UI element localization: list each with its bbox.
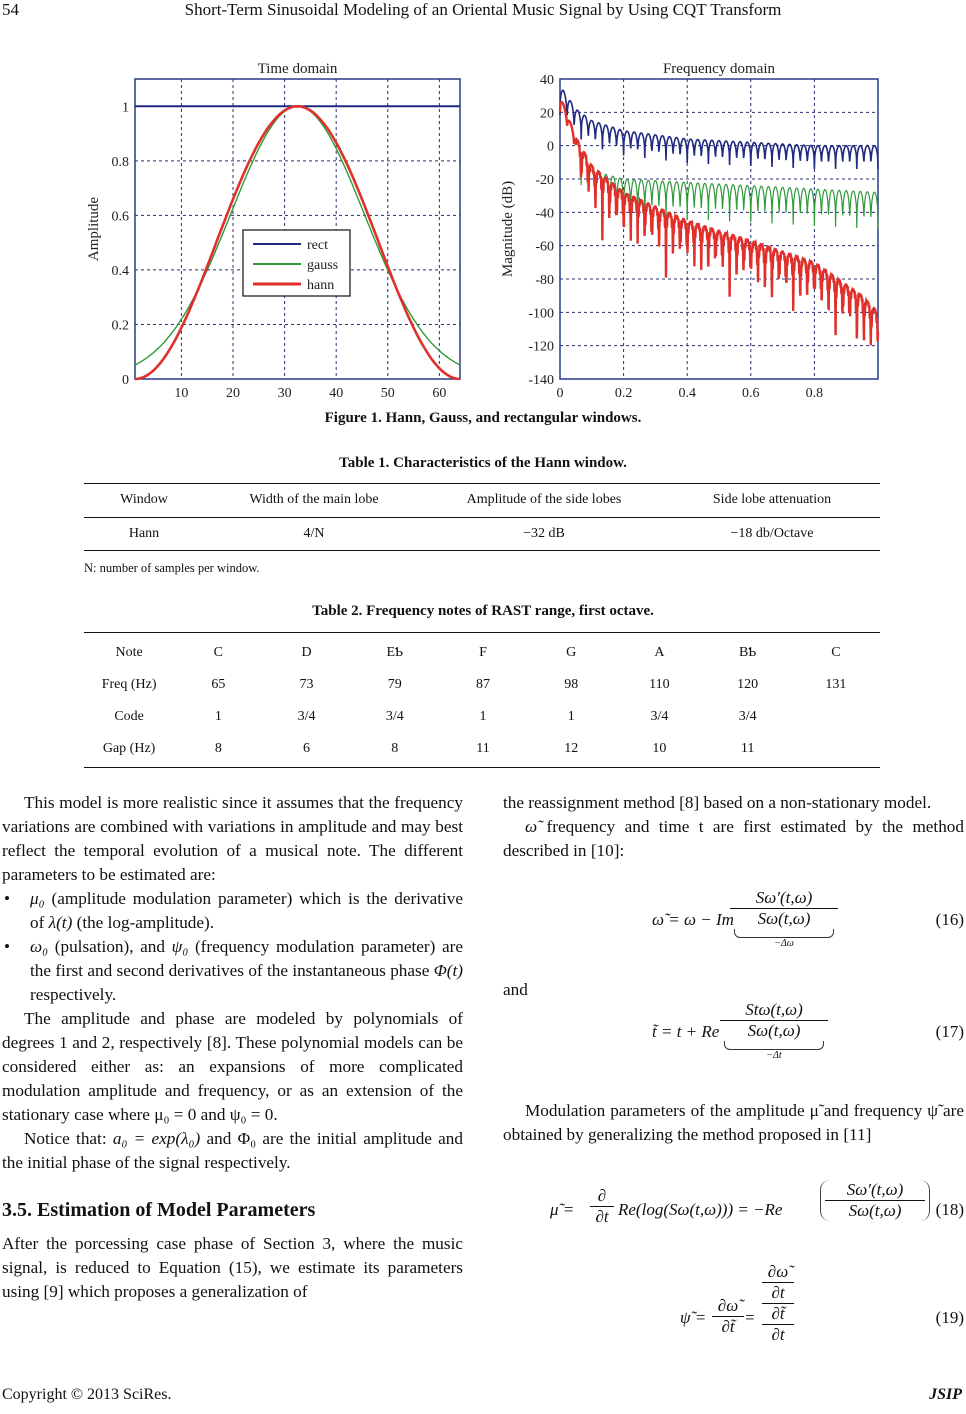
paragraph: the reassignment method [8] based on a non-stationary model. [503, 793, 932, 812]
running-header [0, 0, 966, 24]
equation-lhs: ψ̃ = [680, 1308, 707, 1327]
y-tick-label: 0.8 [111, 154, 129, 170]
table-row [84, 701, 880, 733]
y-tick-label: -140 [528, 373, 554, 388]
y-axis-label: Amplitude [86, 196, 102, 262]
table1-cell: −32 dB [523, 525, 565, 541]
y-tick-label: -60 [535, 239, 554, 255]
paragraph [503, 815, 964, 863]
table2-cell: 73 [299, 677, 314, 692]
paragraph: Modulation parameters of the amplitude μ̃ and frequency ψ̃ are obtained by generalizing the method proposed in [11] [503, 1101, 964, 1144]
y-tick-label: -40 [535, 206, 554, 222]
underbrace-icon [734, 929, 834, 938]
figure-caption: Figure 1. Hann, Gauss, and rectangular windows. [324, 410, 642, 426]
table2-cell: 1 [214, 709, 222, 724]
table2-cell: 8 [214, 741, 222, 756]
fraction-numerator: Sω′(t,ω) [825, 1180, 925, 1201]
math-symbol: ψ₀ [171, 937, 189, 956]
table2-cell: 8 [391, 741, 399, 756]
frequency-domain-chart [490, 52, 890, 402]
journal-name: JSIP [929, 1386, 962, 1403]
x-tick-label: 0.4 [678, 386, 696, 401]
fraction-denominator: ∂t [595, 1207, 609, 1226]
bullet-text: respectively. [30, 985, 117, 1004]
table1-header: Amplitude of the side lobes [466, 492, 622, 508]
table2-cell: 65 [211, 677, 226, 692]
fraction-numerator: ∂ω̃ [712, 1296, 744, 1317]
chart-title: Time domain [257, 61, 338, 77]
equation-number: (18) [935, 1200, 964, 1219]
math-inline: a₀ = exp(λ₀) [112, 1129, 201, 1148]
fraction-denominator: Sω(t,ω) [848, 1201, 902, 1220]
legend-label: hann [307, 278, 335, 293]
y-axis-label: Magnitude (dB) [500, 180, 516, 278]
y-tick-label: 0.2 [111, 318, 129, 334]
bullet-item [2, 887, 463, 935]
table2-cell: 1 [479, 709, 487, 724]
table2-cell: BƄ [738, 645, 757, 660]
bullet-text: (amplitude modulation parameter) which is the derivative of [30, 889, 463, 932]
equation-fraction [712, 1296, 744, 1337]
equation-fraction [820, 1180, 930, 1221]
fraction-numerator: ∂ω̃ [762, 1262, 794, 1283]
table2-caption: Table 2. Frequency notes of RAST range, first octave. [312, 603, 654, 619]
section-heading: 3.5. Estimation of Model Parameters [2, 1199, 316, 1221]
series-line-hann [560, 102, 878, 345]
series-line-rect [560, 90, 878, 169]
paragraph: The amplitude and phase are modeled by polynomials of degrees 1 and 2, respectively [8]. These polynomial models can be considered either as: an expansions of more complicated modulation amplitude and frequency, or as an extension of the stationary case where μ₀ = 0 and ψ₀ = 0. [2, 1009, 463, 1124]
page-number: 54 [2, 0, 19, 19]
y-tick-label: -100 [528, 306, 554, 322]
left-column [2, 791, 463, 1304]
table2-cell: G [566, 645, 577, 660]
x-tick-label: 0.8 [805, 386, 824, 401]
fraction-denominator: Sω(t,ω) [757, 909, 811, 928]
fraction-denominator: ∂t [762, 1283, 794, 1304]
y-tick-label: 0.4 [111, 263, 129, 279]
table1-header: Window [120, 492, 168, 508]
table2-cell: 3/4 [297, 709, 316, 724]
x-tick-label: 20 [226, 386, 241, 401]
time-domain-plot [80, 52, 480, 402]
plot-area-border [560, 79, 878, 379]
table2-cell: 120 [737, 677, 759, 692]
y-tick-label: -20 [535, 173, 554, 188]
fraction-denominator: ∂t̃ [721, 1317, 735, 1336]
table2-row-label: Note [115, 645, 143, 660]
equation-fraction [720, 1000, 828, 1061]
table2-row-label: Code [114, 709, 144, 724]
underbrace-icon [724, 1041, 824, 1050]
paragraph [2, 1127, 463, 1175]
table1-cell: Hann [128, 525, 160, 541]
table2-header-row [84, 637, 880, 669]
frequency-domain-plot [490, 52, 890, 402]
table2-cell: 131 [825, 677, 847, 692]
y-tick-label: -80 [535, 273, 554, 288]
equation-lhs: μ̃ = [550, 1200, 575, 1219]
table2-row-label: Freq (Hz) [101, 677, 157, 692]
y-tick-label: -120 [528, 339, 554, 355]
paragraph-text: and Φ₀ are the initial amplitude and the initial phase of the signal respectively. [2, 1129, 463, 1172]
fraction-denominator: ∂t [771, 1325, 785, 1344]
bullet-icon: • [4, 889, 11, 908]
table2-cell: 11 [740, 741, 755, 756]
math-symbol: ω₀ [30, 937, 49, 956]
x-tick-label: 60 [432, 386, 447, 401]
table2-cell: 6 [303, 741, 311, 756]
table2-cell: 3/4 [738, 709, 757, 724]
plot-area-border [135, 79, 460, 379]
equation-lhs: ω̃ = ω − Im [652, 910, 734, 929]
table2-cell: 10 [652, 741, 667, 756]
connector-text: and [503, 980, 528, 999]
paragraph: After the porcessing case phase of Section 3, where the music signal, is reduced to Equation (15), we estimate its parameters using [9] which proposes a generalization of [2, 1234, 463, 1301]
fraction-numerator: Stω(t,ω) [720, 1000, 828, 1021]
x-tick-label: 0.6 [742, 386, 760, 401]
equation-fraction [730, 888, 838, 949]
equation-16 [640, 888, 966, 968]
fraction-numerator: Sω′(t,ω) [730, 888, 838, 909]
fraction-numerator: ∂t̃ [762, 1304, 794, 1325]
table2-row-label: Gap (Hz) [102, 741, 156, 756]
y-tick-label: 1 [122, 100, 129, 116]
x-tick-label: 40 [329, 386, 344, 401]
table-row [84, 733, 880, 765]
table2-cell: 3/4 [385, 709, 404, 724]
equation-middle: Re(log(Sω(t,ω))) = −Re [618, 1200, 783, 1219]
y-tick-label: 0 [547, 139, 554, 155]
chart-title: Frequency domain [662, 61, 776, 77]
table2-cell: EƄ [386, 645, 404, 660]
bullet-text: (frequency modulation parameter) are the first and second derivatives of the instantaneous phase [30, 937, 463, 980]
table1-header: Width of the main lobe [249, 492, 379, 508]
legend-label: rect [307, 238, 328, 253]
table2-cell: C [213, 645, 223, 660]
table1-footnote: N: number of samples per window. [84, 561, 260, 575]
copyright: Copyright © 2013 SciRes. [2, 1386, 172, 1403]
math-inline: λ(t) [48, 913, 73, 932]
table2-cell: 3/4 [650, 709, 669, 724]
table2-cell: F [479, 645, 487, 660]
paragraph: This model is more realistic since it assumes that the frequency variations are combined with variations in amplitude and may best reflect the temporal evolution of a musical note. The different parameters to be estimated are: [2, 793, 463, 884]
equation-number: (19) [935, 1308, 964, 1327]
table2-cell: 87 [475, 677, 490, 692]
table2-cell: 1 [567, 709, 575, 724]
fraction-denominator: Sω(t,ω) [747, 1021, 801, 1040]
series-line-gauss [560, 102, 878, 229]
table2-cell: A [654, 645, 665, 660]
underbrace-label: −Δt [766, 1050, 782, 1061]
y-tick-label: 40 [540, 73, 554, 88]
table2-cell: 110 [649, 677, 670, 692]
bullet-item [2, 935, 463, 1007]
compound-fraction [762, 1262, 794, 1345]
equation-17 [640, 1000, 966, 1080]
x-tick-label: 10 [174, 386, 189, 401]
running-title: Short-Term Sinusoidal Modeling of an Oriental Music Signal by Using CQT Transform [184, 0, 782, 19]
table1-cell: −18 db/Octave [730, 525, 814, 541]
equation-18 [540, 1180, 966, 1250]
x-tick-label: 0 [556, 386, 564, 401]
table2-cell [792, 733, 880, 765]
table2-cell: 79 [387, 677, 402, 692]
table-row [84, 517, 880, 550]
y-tick-label: 0 [122, 373, 129, 388]
table1-cell: 4/N [303, 525, 325, 541]
underbrace-label: −Δω [774, 938, 794, 949]
equation-19 [640, 1262, 966, 1382]
table2 [84, 632, 880, 768]
equation-number: (16) [935, 910, 964, 929]
fraction-numerator: ∂ [590, 1186, 614, 1207]
table2-cell: 11 [476, 741, 490, 756]
table2-cell [792, 701, 880, 733]
equation-lhs: t̃ = t + Re [652, 1022, 720, 1041]
table1-caption: Table 1. Characteristics of the Hann window. [339, 455, 627, 471]
math-symbol: ω̃ [525, 817, 538, 836]
right-column [503, 791, 964, 863]
table-row [84, 669, 880, 701]
bullet-text: (pulsation), and [48, 937, 172, 956]
math-symbol: μ₀ [30, 889, 45, 908]
table2-cell: D [301, 645, 312, 660]
table1 [84, 483, 880, 551]
paragraph-text: Notice that: [24, 1129, 113, 1148]
table2-cell: C [831, 645, 841, 660]
x-tick-label: 30 [277, 386, 292, 401]
table1-header: Side lobe attenuation [712, 492, 832, 508]
equals-sign: = [744, 1308, 756, 1327]
y-tick-label: 0.6 [111, 209, 129, 225]
paragraph-text: frequency and time t are first estimated by the method described in [10]: [503, 817, 964, 860]
table1-header-row [84, 484, 880, 517]
y-tick-label: 20 [540, 106, 554, 122]
bullet-icon: • [4, 937, 11, 956]
bullet-text: (the log-amplitude). [72, 913, 215, 932]
x-tick-label: 0.2 [614, 386, 633, 401]
equation-number: (17) [935, 1022, 964, 1041]
table2-cell: 98 [564, 677, 579, 692]
legend-label: gauss [307, 258, 339, 273]
table2-cell: 12 [564, 741, 579, 756]
x-tick-label: 50 [380, 386, 395, 401]
time-domain-chart [80, 52, 480, 402]
derivative-fraction [590, 1186, 614, 1227]
math-inline: Φ(t) [433, 961, 463, 980]
